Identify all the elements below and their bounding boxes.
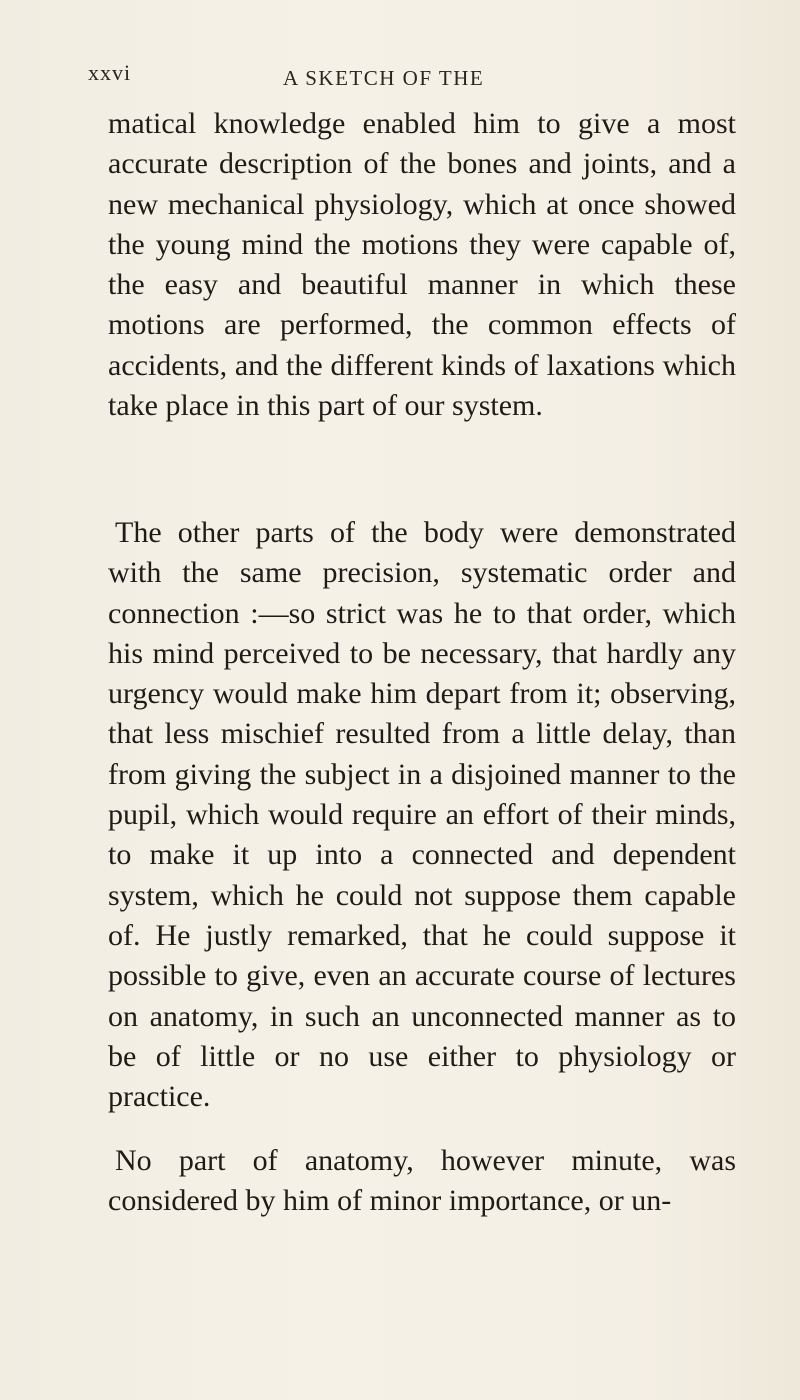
paragraph-1	[108, 104, 736, 426]
page-header	[88, 60, 740, 100]
paragraph-3	[108, 1141, 736, 1222]
page-number: xxvi	[88, 60, 132, 85]
paragraph-text: No part of anatomy, however minute, was considered by him of minor importance, or un-	[108, 1144, 736, 1218]
running-head: A SKETCH OF THE	[283, 66, 485, 90]
paragraph-text: The other parts of the body were demonstrated with the same precision, systematic order and connection :—so strict was he to that order, which his mind perceived to be necessary, that hardly any urgency would make him depart from it; observing, that less mischief resulted from a little delay, than from giving the subject in a disjoined manner to the pupil, which would require an effort of their minds, to make it up into a connected and dependent system, which he could not suppose them capable of. He justly remarked, that he could suppose it possible to give, even an accurate course of lectures on anatomy, in such an unconnected manner as to be of little or no use either to physiology or practice.	[108, 516, 736, 1114]
paragraph-text: matical knowledge enabled him to give a most accurate description of the bones and joints, and a new mechanical physiology, which at once showed the young mind the motions they were capable of, the easy and beautiful manner in which these motions are performed, the common effects of accidents, and the different kinds of laxations which take place in this part of our system.	[108, 107, 736, 423]
paragraph-2	[108, 513, 736, 1117]
